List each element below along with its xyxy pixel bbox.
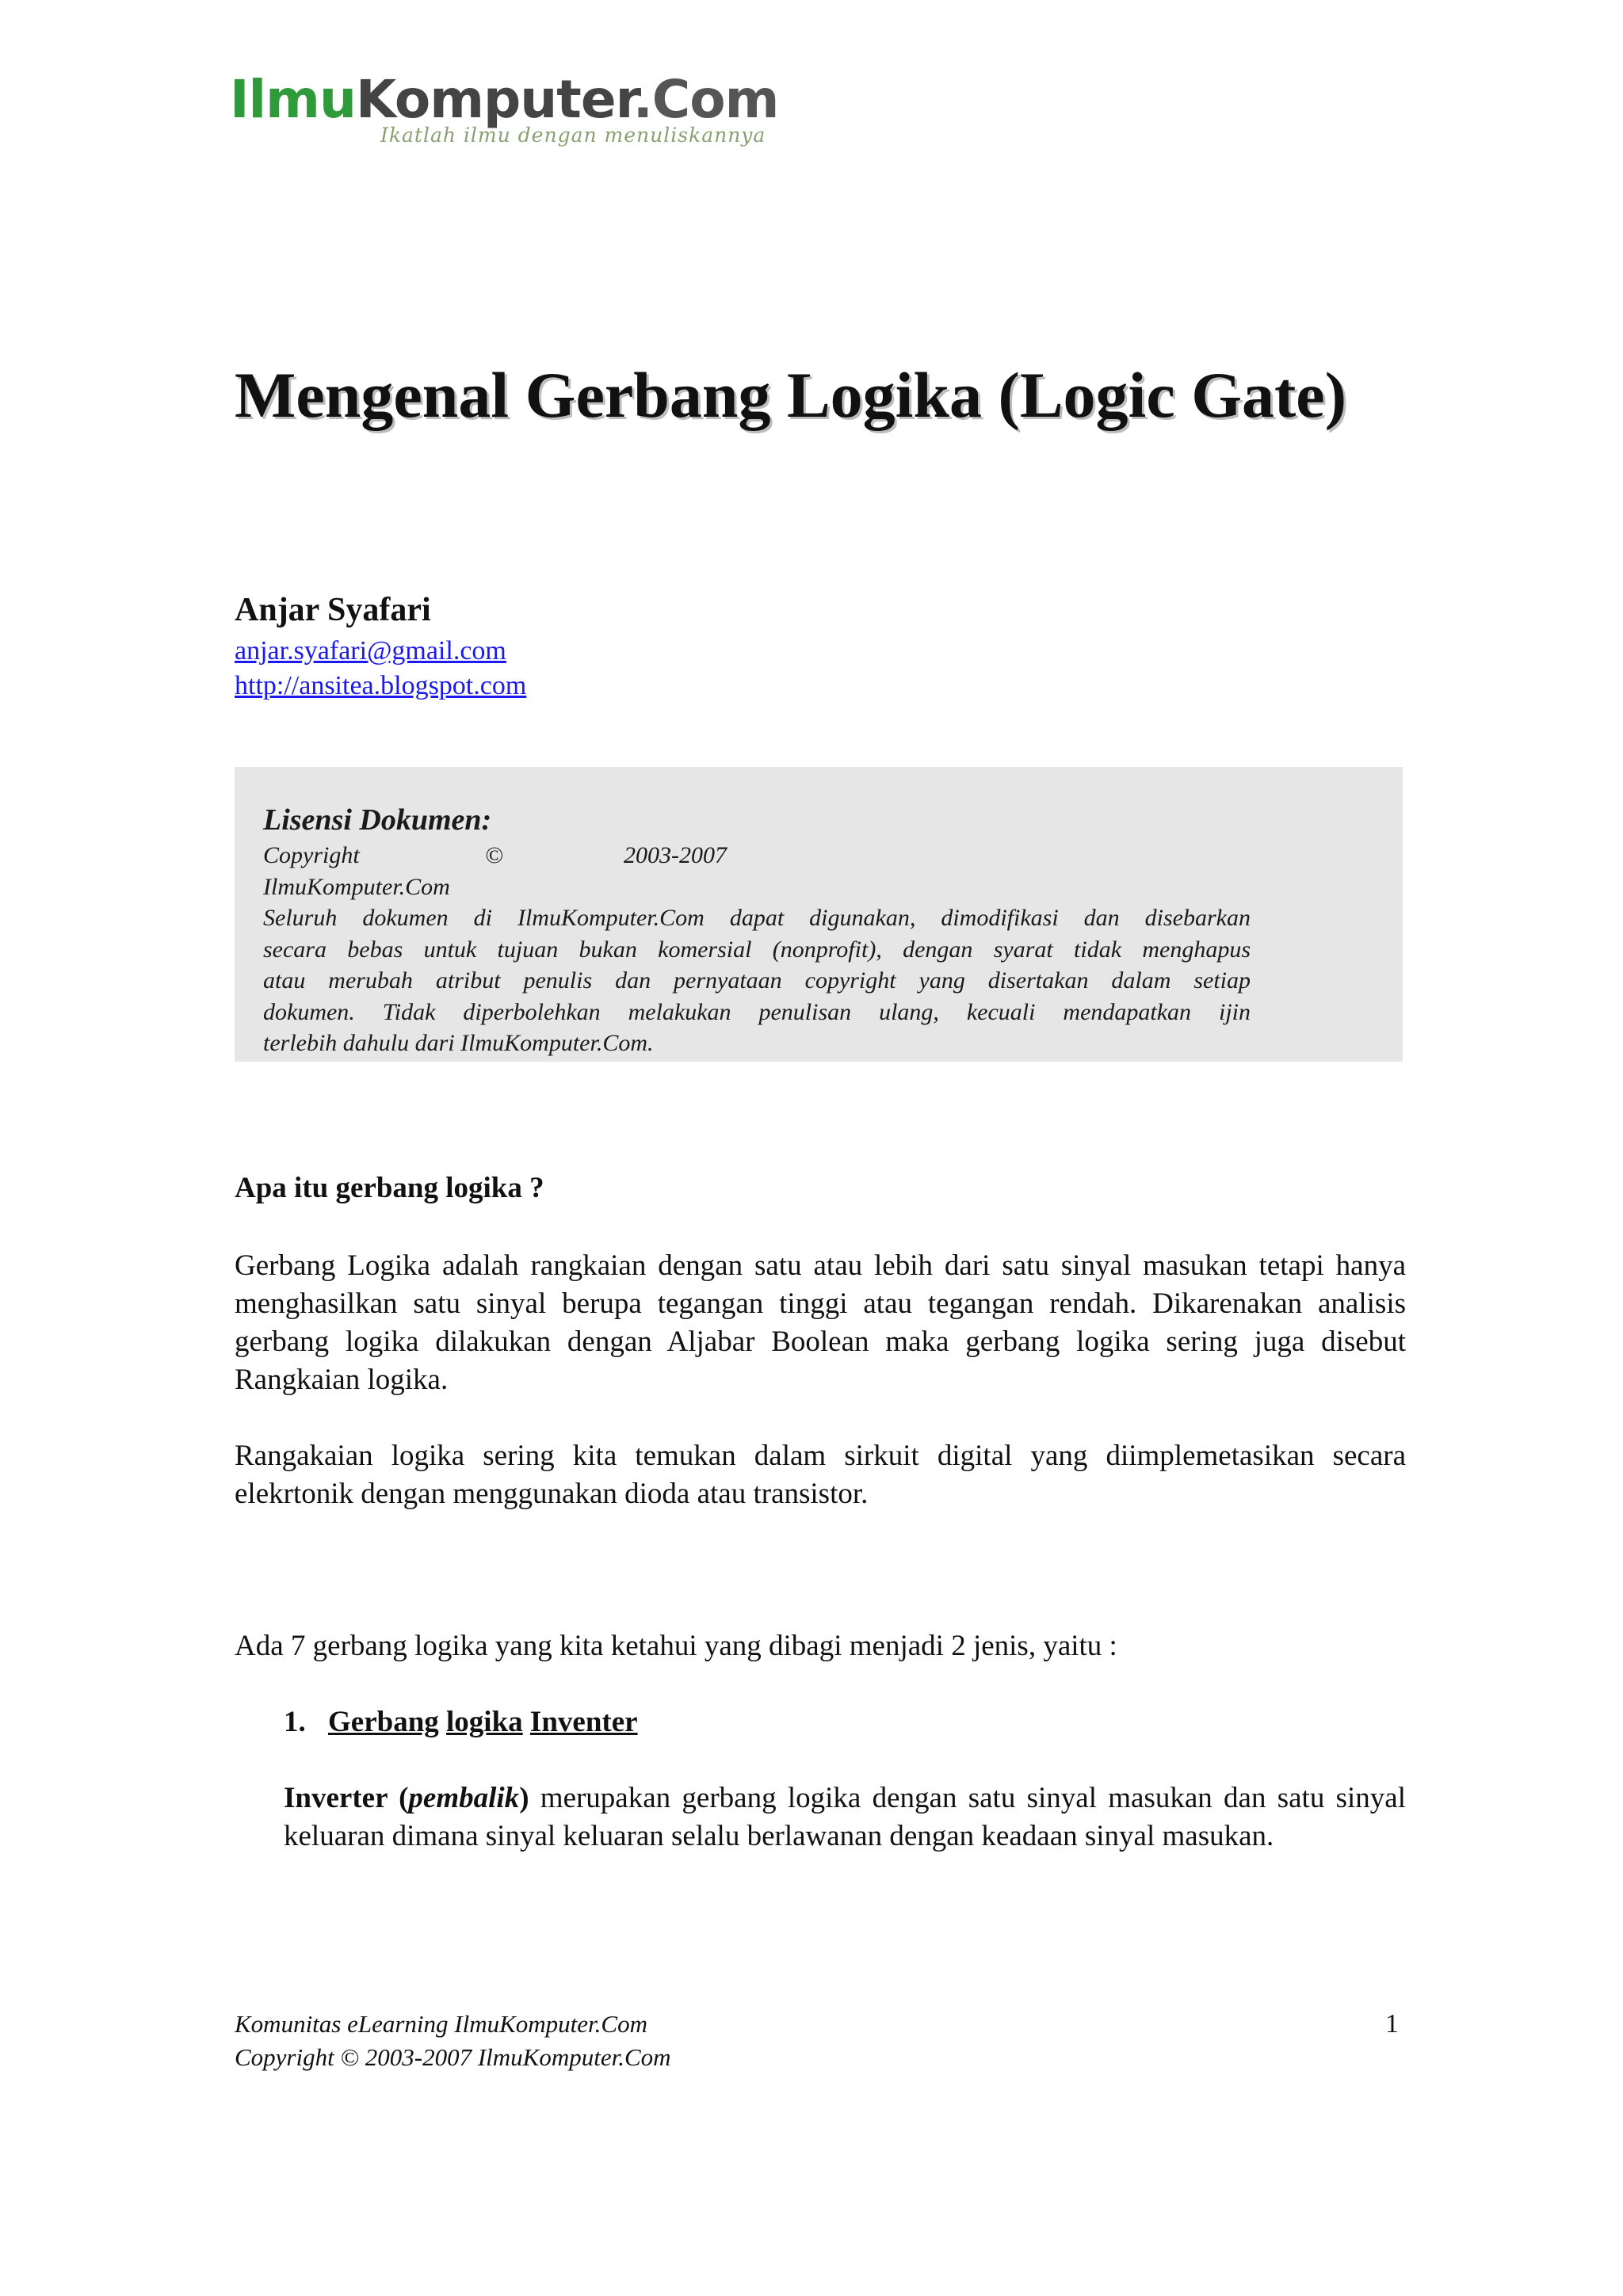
license-copyright-holder: IlmuKomputer.Com	[263, 873, 450, 900]
logo-wordmark	[230, 68, 779, 132]
license-body-last-line: terlebih dahulu dari IlmuKomputer.Com.	[263, 1030, 654, 1056]
license-content	[263, 803, 1251, 1059]
list-item-word: Inventer	[529, 1706, 638, 1738]
inverter-term: Inverter	[284, 1782, 388, 1814]
license-body-line: dokumen. Tidak diperbolehkan melakukan penulisan ulang, kecuali mendapatkan ijin	[263, 998, 1251, 1025]
list-item-word: Gerbang	[328, 1706, 439, 1738]
paragraph-gate-count: Ada 7 gerbang logika yang kita ketahui yang dibagi menjadi 2 jenis, yaitu :	[235, 1630, 1117, 1662]
license-box	[235, 767, 1403, 1062]
logo-word-komputer: Komputer	[355, 69, 633, 130]
section-heading: Apa itu gerbang logika ?	[235, 1172, 544, 1204]
license-body-line: Seluruh dokumen di IlmuKomputer.Com dapat digunakan, dimodifikasi dan disebarkan	[263, 905, 1251, 931]
footer-community: Komunitas eLearning IlmuKomputer.Com	[235, 2010, 647, 2038]
list-item-number: 1.	[284, 1706, 306, 1738]
list-item-word: logika	[446, 1706, 523, 1738]
license-body-line: atau merubah atribut penulis dan pernyataan copyright yang disertakan dalam setiap	[263, 967, 1251, 994]
inverter-description: merupakan gerbang logika dengan satu sinyal masukan dan satu sinyal keluaran dimana sinyal keluaran selalu berlawanan dengan keadaan sinyal masukan.	[284, 1782, 1406, 1852]
author-name: Anjar Syafari	[235, 592, 431, 628]
author-blog-link[interactable]: http://ansitea.blogspot.com	[235, 671, 527, 700]
list-item-inverter-gate	[284, 1703, 638, 1741]
inverter-translation: pembalik	[408, 1782, 520, 1814]
page-footer	[235, 2008, 671, 2074]
paragraph-inverter	[284, 1779, 1406, 1855]
site-logo	[230, 68, 779, 163]
author-email-link[interactable]: anjar.syafari@gmail.com	[235, 636, 506, 666]
license-copyright-years: 2003-2007	[624, 842, 727, 868]
logo-tagline: Ikatlah ilmu dengan menuliskannya	[380, 124, 766, 147]
page-number: 1	[1385, 2009, 1399, 2039]
license-copyright-word: Copyright	[263, 842, 360, 868]
paragraph-implementation: Rangakaian logika sering kita temukan dalam sirkuit digital yang diimplemetasikan secara elekrtonik dengan menggunakan dioda atau transistor.	[235, 1440, 1406, 1510]
license-copyright-symbol: ©	[485, 842, 503, 868]
license-heading: Lisensi Dokumen:	[263, 803, 492, 837]
inverter-open-paren: (	[387, 1782, 409, 1814]
paragraph-definition: Gerbang Logika adalah rangkaian dengan satu atau lebih dari satu sinyal masukan tetapi hanya menghasilkan satu sinyal berupa tegangan tinggi atau tegangan rendah. Dikarenakan analisis gerbang logika dilakukan dengan Aljabar Boolean maka gerbang logika sering juga disebut Rangkaian logika.	[235, 1249, 1406, 1396]
logo-word-ilmu: Ilmu	[230, 69, 356, 130]
license-copyright-row	[263, 840, 1251, 871]
footer-copyright: Copyright © 2003-2007 IlmuKomputer.Com	[235, 2043, 671, 2071]
inverter-close-paren: )	[519, 1782, 529, 1814]
logo-word-com: .Com	[632, 69, 779, 130]
document-title: Mengenal Gerbang Logika (Logic Gate)	[235, 359, 1347, 431]
license-body-line: secara bebas untuk tujuan bukan komersial (nonprofit), dengan syarat tidak menghapus	[263, 936, 1251, 963]
